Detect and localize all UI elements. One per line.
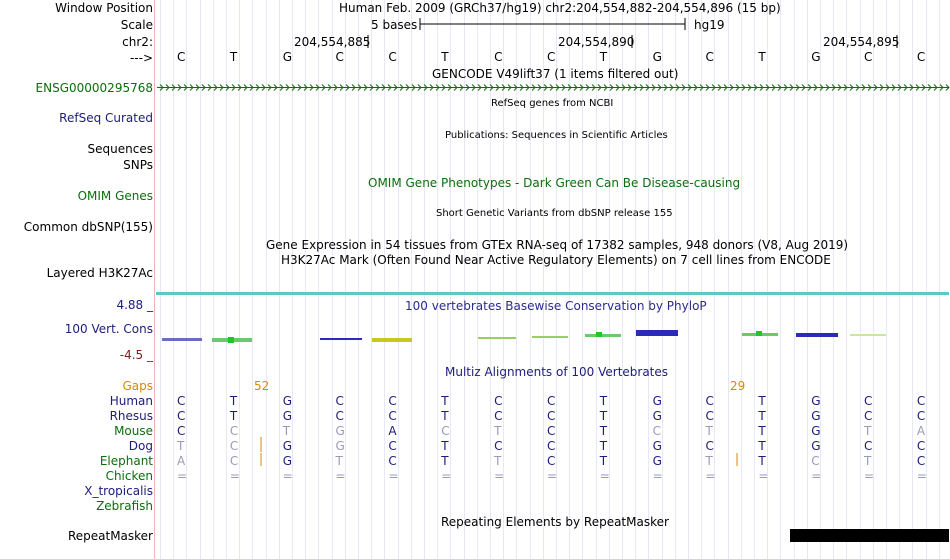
track-label-common-dbsnp[interactable]: Common dbSNP(155) [23, 220, 153, 234]
multiz-track-title[interactable]: Multiz Alignments of 100 Vertebrates [445, 365, 669, 379]
gtex-track-title[interactable]: Gene Expression in 54 tissues from GTEx RNA-seq of 17382 samples, 948 donors (V8, Aug 2019) [266, 238, 849, 252]
alignment-base-mouse: C [229, 424, 239, 438]
alignment-base-elephant: C [229, 454, 239, 468]
alignment-base-elephant: G [282, 454, 292, 468]
track-label-sequences[interactable]: Sequences [87, 142, 153, 156]
reference-base: C [864, 50, 873, 64]
track-label-chr[interactable]: chr2: [122, 35, 153, 49]
alignment-base-dog: G [811, 439, 821, 453]
track-label-gaps[interactable]: Gaps [122, 379, 153, 393]
track-label-repeatmasker[interactable]: RepeatMasker [67, 529, 153, 543]
alignment-base-mouse: T [758, 424, 766, 438]
alignment-base-human: T [758, 394, 766, 408]
alignment-base-rhesus: G [282, 409, 292, 423]
alignment-base-chicken: = [546, 469, 557, 483]
cons-bar-10 [636, 330, 678, 336]
track-label-human[interactable]: Human [109, 394, 153, 408]
track-label-h3k27ac[interactable]: Layered H3K27Ac [46, 266, 153, 280]
track-label-mouse[interactable]: Mouse [114, 424, 153, 438]
alignment-base-rhesus: C [916, 409, 926, 423]
alignment-base-elephant: G [652, 454, 662, 468]
alignment-base-chicken: = [441, 469, 452, 483]
alignment-base-chicken: = [811, 469, 822, 483]
alignment-base-chicken: = [652, 469, 663, 483]
alignment-base-elephant: T [494, 454, 502, 468]
alignment-base-chicken: = [705, 469, 716, 483]
omim-track-title[interactable]: OMIM Gene Phenotypes - Dark Green Can Be Disease-causing [368, 176, 741, 190]
alignment-base-chicken: = [229, 469, 240, 483]
alignment-base-human: G [811, 394, 821, 408]
reference-base: C [916, 50, 926, 64]
reference-base: T [599, 50, 608, 64]
alignment-base-dog: T [758, 439, 766, 453]
track-label-arrow[interactable]: ---> [129, 51, 153, 65]
alignment-base-dog: T [441, 439, 449, 453]
reference-base: T [229, 50, 238, 64]
track-label-elephant[interactable]: Elephant [99, 454, 153, 468]
alignment-base-human: C [864, 394, 873, 408]
gencode-track-title[interactable]: GENCODE V49lift37 (1 items filtered out) [432, 67, 679, 81]
alignment-base-rhesus: T [229, 409, 238, 423]
alignment-base-human: C [546, 394, 556, 408]
alignment-base-elephant: C [546, 454, 556, 468]
alignment-base-dog: G [335, 439, 345, 453]
reference-base: T [441, 50, 449, 64]
alignment-base-rhesus: C [705, 409, 714, 423]
alignment-base-rhesus: T [758, 409, 766, 423]
phylop-track-title[interactable]: 100 vertebrates Basewise Conservation by PhyloP [405, 299, 707, 313]
alignment-base-mouse: C [441, 424, 450, 438]
track-label-refseq[interactable]: RefSeq Curated [59, 111, 153, 125]
scale-assembly-label: hg19 [694, 18, 725, 32]
alignment-base-human: C [388, 394, 397, 408]
alignment-base-mouse: C [177, 424, 186, 438]
track-label-omim[interactable]: OMIM Genes [77, 189, 153, 203]
reference-base: C [546, 50, 556, 64]
alignment-base-chicken: = [916, 469, 927, 483]
cons-bar-6 [478, 337, 516, 339]
alignment-base-elephant: T [705, 454, 713, 468]
alignment-base-mouse: G [811, 424, 821, 438]
alignment-base-dog: C [229, 439, 239, 453]
alignment-base-dog: C [388, 439, 397, 453]
cons-bar-14 [850, 334, 886, 336]
alignment-base-rhesus: C [546, 409, 556, 423]
reference-base: C [177, 50, 186, 64]
track-label-dog[interactable]: Dog [128, 439, 153, 453]
track-label-rhesus[interactable]: Rhesus [109, 409, 153, 423]
alignment-base-dog: C [546, 439, 556, 453]
alignment-base-elephant: T [441, 454, 449, 468]
cons-bar-7 [532, 336, 568, 338]
h3k27ac-track-title[interactable]: H3K27Ac Mark (Often Found Near Active Regulatory Elements) on 7 cell lines from ENCODE [281, 253, 831, 267]
alignment-base-chicken: = [599, 469, 610, 483]
reference-base: T [758, 50, 766, 64]
alignment-base-dog: C [705, 439, 714, 453]
alignment-base-elephant: T [335, 454, 343, 468]
track-label-chicken[interactable]: Chicken [105, 469, 153, 483]
alignment-base-elephant: T [758, 454, 766, 468]
gap-count-2: 29 [730, 379, 746, 393]
alignment-base-human: C [494, 394, 503, 408]
alignment-base-dog: T [177, 439, 185, 453]
alignment-base-rhesus: G [811, 409, 821, 423]
alignment-base-mouse: C [546, 424, 556, 438]
alignment-base-mouse: C [652, 424, 662, 438]
track-label-cons-max[interactable]: 4.88 _ [116, 298, 153, 312]
alignment-base-human: T [441, 394, 449, 408]
cons-bar-8 [585, 334, 621, 337]
publications-track-title[interactable]: Publications: Sequences in Scientific Articles [445, 130, 668, 141]
track-label-ensg[interactable]: ENSG00000295768 [35, 81, 153, 95]
alignment-base-elephant: C [811, 454, 820, 468]
cons-bar-4 [320, 338, 362, 340]
cons-bar-1 [162, 338, 202, 341]
alignment-base-rhesus: C [494, 409, 503, 423]
alignment-base-human: C [177, 394, 186, 408]
track-label-cons-min[interactable]: -4.5 _ [119, 348, 153, 362]
scale-bases-label: 5 bases [371, 18, 418, 32]
cons-bar-12 [756, 331, 762, 336]
reference-base: C [388, 50, 397, 64]
reference-base: C [494, 50, 503, 64]
alignment-base-rhesus: C [388, 409, 397, 423]
alignment-base-elephant: C [916, 454, 926, 468]
alignment-base-rhesus: C [864, 409, 873, 423]
cons-bar-5 [372, 338, 412, 342]
reference-base: C [335, 50, 344, 64]
alignment-base-human: C [335, 394, 344, 408]
alignment-base-human: T [599, 394, 608, 408]
reference-base: G [282, 50, 292, 64]
alignment-base-human: C [705, 394, 714, 408]
alignment-base-mouse: T [705, 424, 713, 438]
cons-bar-9 [596, 332, 602, 337]
track-label-window-position[interactable]: Window Position [55, 1, 153, 15]
ruler-label-3: 204,554,895 [823, 35, 900, 49]
alignment-base-human: C [916, 394, 926, 408]
alignment-base-dog: C [916, 439, 926, 453]
alignment-base-human: G [652, 394, 662, 408]
alignment-base-human: T [229, 394, 238, 408]
alignment-base-human: G [282, 394, 292, 408]
alignment-base-chicken: = [335, 469, 346, 483]
alignment-base-rhesus: G [652, 409, 662, 423]
alignment-base-chicken: = [388, 469, 399, 483]
alignment-base-rhesus: T [441, 409, 449, 423]
reference-base: C [705, 50, 714, 64]
alignment-base-mouse: T [599, 424, 608, 438]
ruler-label-1: 204,554,885 [294, 35, 371, 49]
reference-base: G [652, 50, 662, 64]
cons-bar-3 [228, 337, 234, 343]
alignment-base-elephant: T [864, 454, 872, 468]
cons-bar-13 [796, 333, 838, 337]
alignment-base-elephant: A [177, 454, 186, 468]
alignment-base-rhesus: T [599, 409, 608, 423]
alignment-base-mouse: T [494, 424, 502, 438]
repeatmasker-track-title[interactable]: Repeating Elements by RepeatMasker [441, 515, 669, 529]
ruler-label-2: 204,554,890 [558, 35, 635, 49]
alignment-base-mouse: A [388, 424, 397, 438]
dbsnp-track-title[interactable]: Short Genetic Variants from dbSNP release 155 [436, 208, 673, 219]
alignment-base-dog: G [282, 439, 292, 453]
alignment-base-mouse: T [282, 424, 291, 438]
alignment-base-chicken: = [177, 469, 188, 483]
refseq-track-title[interactable]: RefSeq genes from NCBI [491, 98, 614, 109]
phylop-conservation-plot [162, 330, 886, 343]
track-label-snps[interactable]: SNPs [123, 158, 153, 172]
alignment-base-chicken: = [282, 469, 293, 483]
alignment-base-mouse: G [335, 424, 345, 438]
alignment-base-dog: C [494, 439, 503, 453]
track-label-vert-cons[interactable]: 100 Vert. Cons [64, 322, 153, 336]
alignment-base-dog: C [864, 439, 873, 453]
track-label-x-tropicalis[interactable]: X_tropicalis [84, 484, 153, 498]
alignment-base-chicken: = [494, 469, 505, 483]
alignment-base-rhesus: C [335, 409, 344, 423]
alignment-base-elephant: T [599, 454, 608, 468]
track-label-scale[interactable]: Scale [120, 18, 153, 32]
track-label-zebrafish[interactable]: Zebrafish [96, 499, 153, 513]
alignment-base-mouse: A [916, 424, 926, 438]
alignment-base-rhesus: C [177, 409, 186, 423]
alignment-base-dog: T [599, 439, 608, 453]
alignment-base-dog: G [652, 439, 662, 453]
alignment-base-elephant: C [388, 454, 397, 468]
position-title: Human Feb. 2009 (GRCh37/hg19) chr2:204,554,882-204,554,896 (15 bp) [339, 1, 781, 15]
reference-base: G [811, 50, 821, 64]
alignment-base-mouse: T [864, 424, 872, 438]
alignment-base-chicken: = [758, 469, 769, 483]
gap-count-1: 52 [254, 379, 270, 393]
alignment-base-chicken: = [864, 469, 875, 483]
